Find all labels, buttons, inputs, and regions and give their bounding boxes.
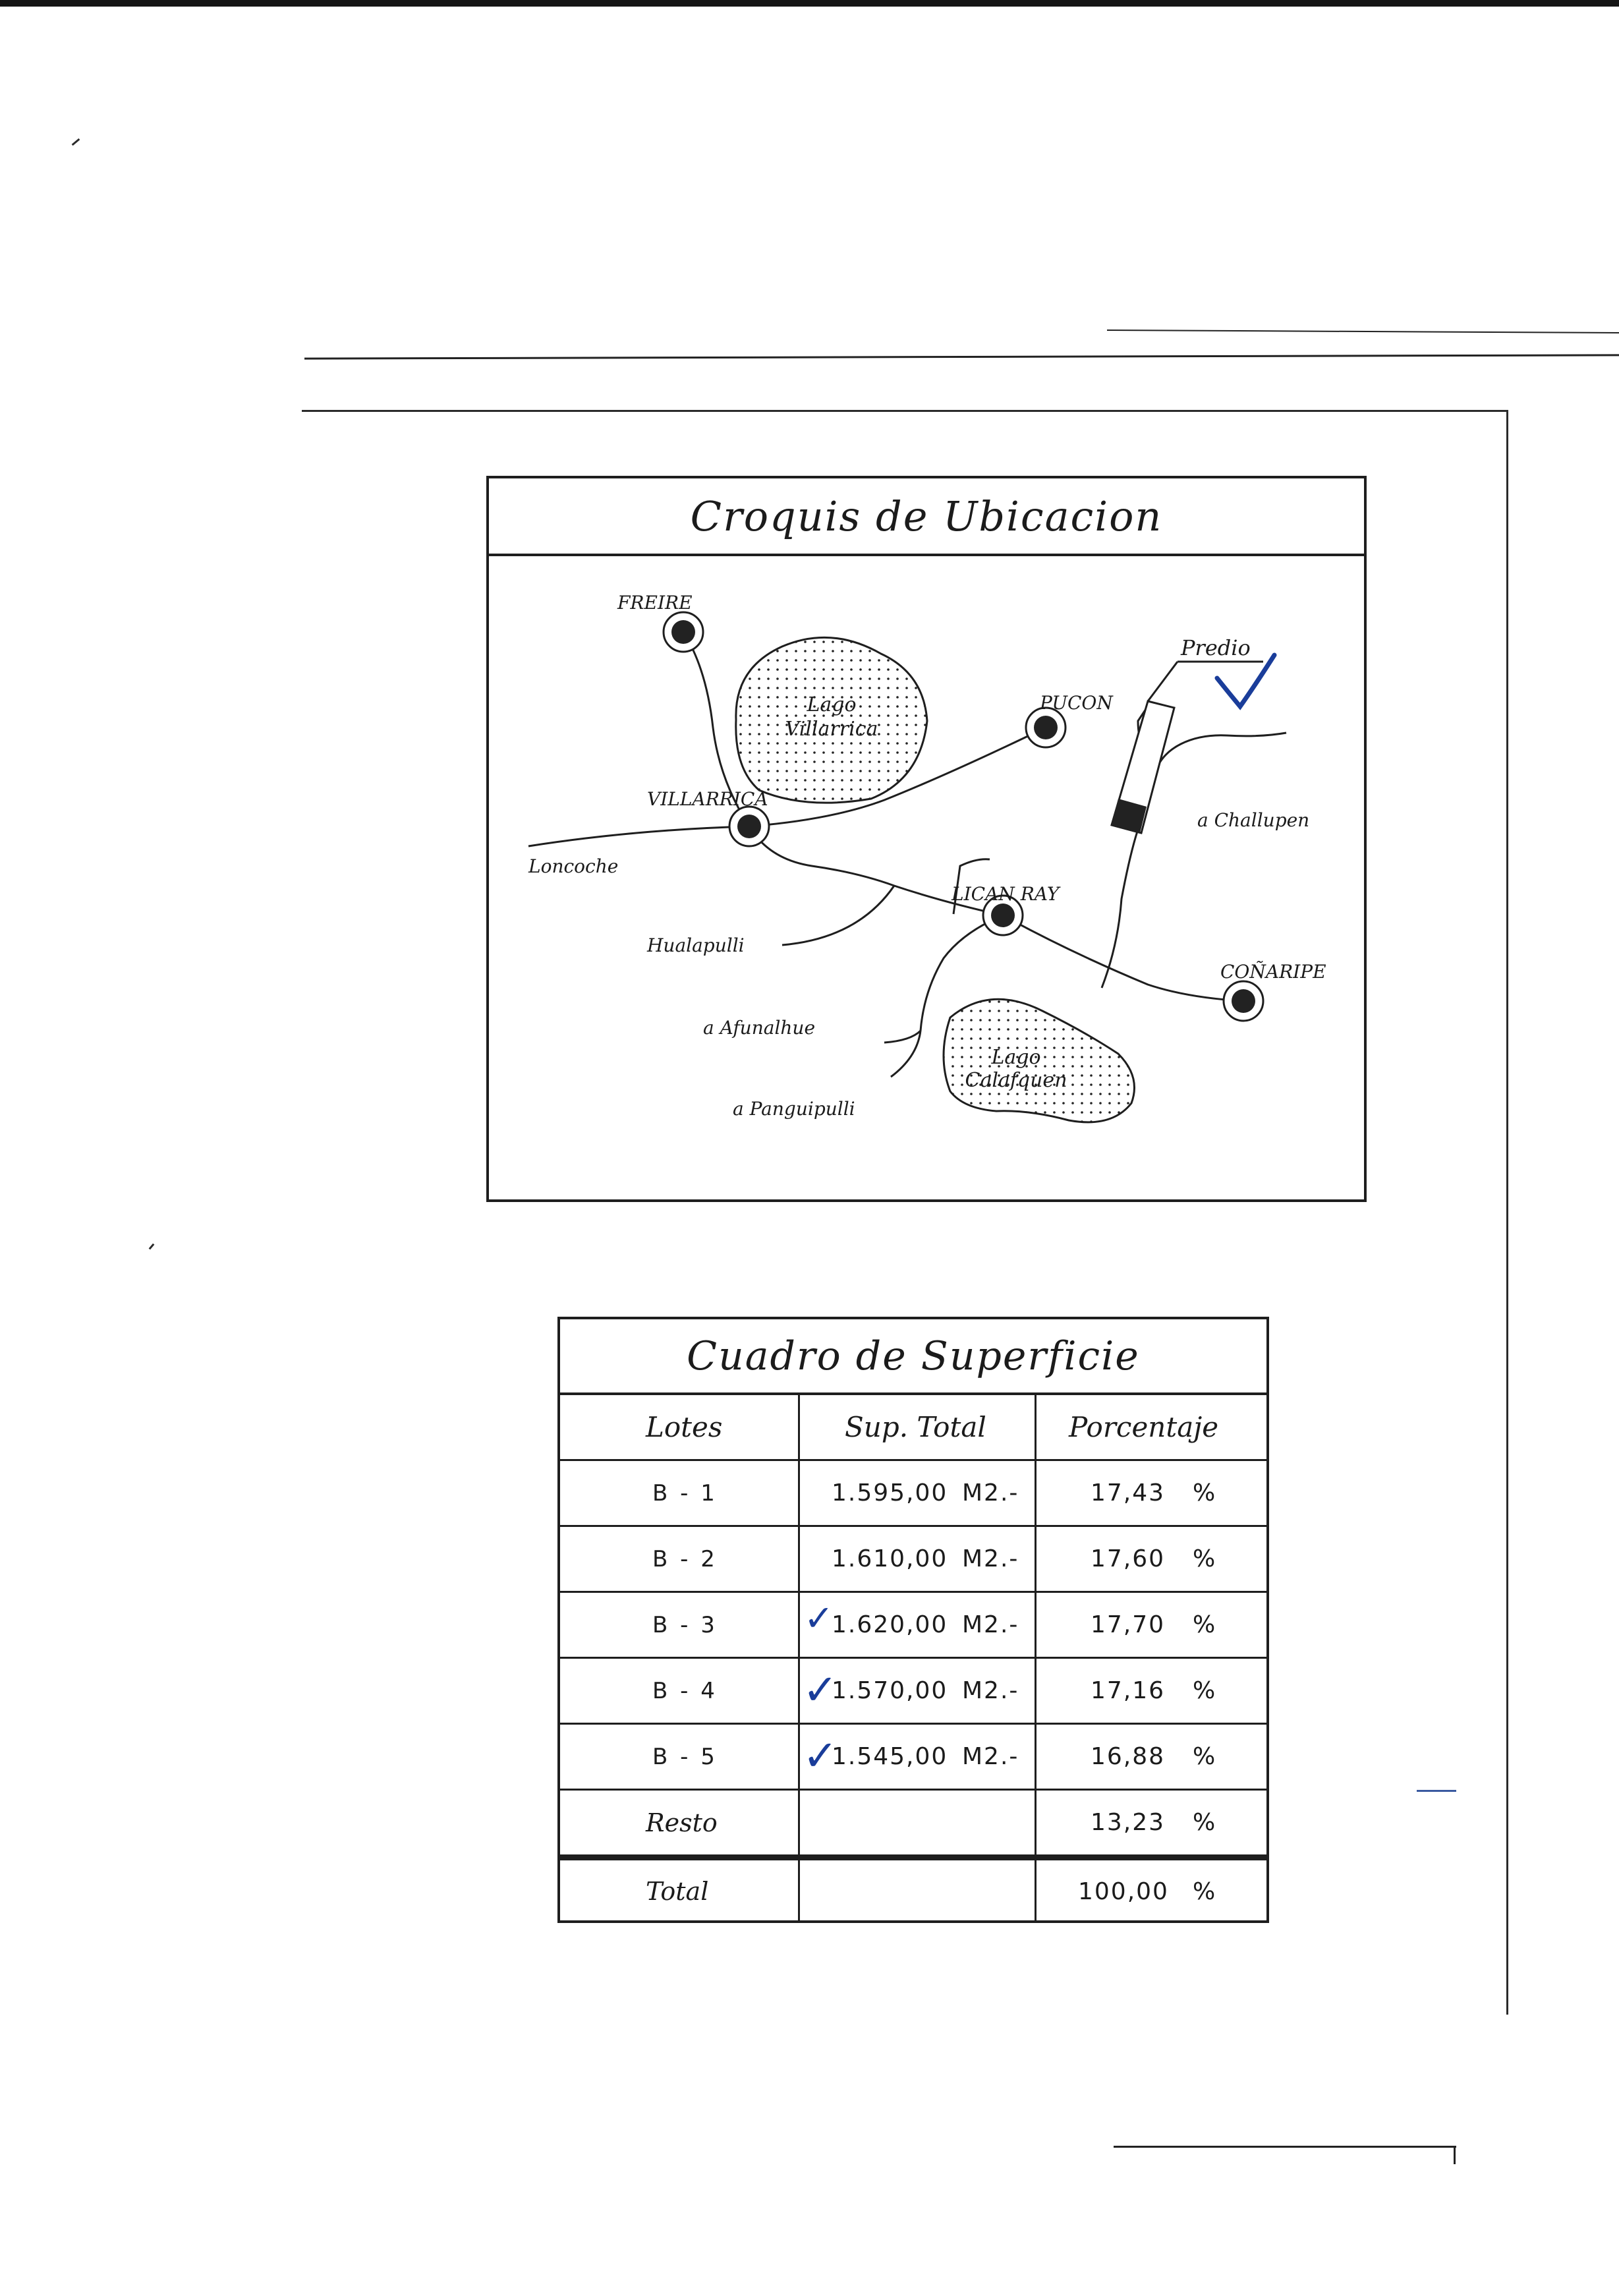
lote-cell: B - 1 xyxy=(652,1479,718,1507)
table-row xyxy=(560,1659,1266,1725)
sup-cell: 1.545,00 xyxy=(832,1743,948,1770)
pct-symbol: % xyxy=(1193,1743,1217,1770)
town-conaripe xyxy=(1224,981,1263,1021)
page-bottom-line xyxy=(1454,2146,1456,2164)
pct-cell: 17,60 xyxy=(1091,1545,1166,1572)
unit-cell: M2.- xyxy=(962,1479,1019,1507)
header-lotes: Lotes xyxy=(646,1411,723,1443)
header-sup-total: Sup. Total xyxy=(845,1411,986,1443)
pct-cell: 17,16 xyxy=(1091,1677,1166,1704)
town-pucon xyxy=(1026,708,1065,747)
page-border xyxy=(1506,410,1508,2015)
sup-cell: 1.570,00 xyxy=(832,1677,948,1704)
label-villarrica: VILLARRICA xyxy=(647,788,768,810)
scan-mark xyxy=(1417,1790,1456,1792)
lote-cell: B - 2 xyxy=(652,1545,718,1572)
table-row xyxy=(560,1527,1266,1593)
predio-leader-line xyxy=(1148,662,1178,701)
label-lake-calafquen-1: Lago xyxy=(991,1046,1041,1069)
road-loncoche xyxy=(528,826,749,846)
sup-cell: 1.610,00 xyxy=(832,1545,948,1572)
label-afunalhue: a Afunalhue xyxy=(703,1017,816,1039)
surface-table xyxy=(557,1317,1269,1923)
page-bottom-line xyxy=(1114,2146,1456,2148)
unit-cell: M2.- xyxy=(962,1677,1019,1704)
table-row xyxy=(560,1725,1266,1791)
town-freire xyxy=(664,612,703,652)
sup-cell: 1.620,00 xyxy=(832,1611,948,1638)
predio-parcel xyxy=(1112,701,1174,833)
lote-cell: Total xyxy=(646,1877,709,1906)
label-panguipulli: a Panguipulli xyxy=(733,1098,855,1120)
page-border xyxy=(302,410,1508,412)
label-conaripe: COÑARIPE xyxy=(1220,961,1326,983)
lote-cell: B - 5 xyxy=(652,1743,718,1770)
pct-symbol: % xyxy=(1193,1611,1217,1638)
map-drawing xyxy=(489,556,1364,1199)
pct-cell: 17,70 xyxy=(1091,1611,1166,1638)
pct-symbol: % xyxy=(1193,1809,1217,1836)
pen-check-mark: ✓ xyxy=(804,1597,834,1639)
unit-cell: M2.- xyxy=(962,1743,1019,1770)
pct-cell: 17,43 xyxy=(1091,1479,1166,1507)
unit-cell: M2.- xyxy=(962,1611,1019,1638)
lote-cell: Resto xyxy=(646,1808,718,1837)
pct-symbol: % xyxy=(1193,1677,1217,1704)
pct-symbol: % xyxy=(1193,1479,1217,1507)
pct-cell: 16,88 xyxy=(1091,1743,1166,1770)
town-villarrica xyxy=(729,807,769,846)
page-fold-line xyxy=(1107,330,1619,333)
label-pucon: PUCON xyxy=(1040,692,1113,714)
scan-top-edge xyxy=(0,0,1619,7)
label-lican-ray: LICAN RAY xyxy=(952,883,1060,905)
table-row xyxy=(560,1593,1266,1659)
label-hualapulli: Hualapulli xyxy=(647,934,745,956)
table-title: Cuadro de Superficie xyxy=(687,1333,1140,1379)
pen-check-mark: ✓ xyxy=(803,1732,838,1781)
lote-cell: B - 4 xyxy=(652,1677,718,1704)
page-fold-line xyxy=(304,354,1619,359)
label-lake-calafquen-2: Calafquen xyxy=(965,1069,1067,1092)
label-freire: FREIRE xyxy=(617,592,693,614)
pct-cell: 100,00 xyxy=(1078,1878,1169,1905)
pct-symbol: % xyxy=(1193,1545,1217,1572)
label-lake-villarrica-2: Villarrica xyxy=(785,718,878,741)
map-title: Croquis de Ubicacion xyxy=(690,492,1163,540)
scan-mark xyxy=(149,1244,155,1250)
table-total-row xyxy=(560,1856,1266,1922)
map-title-band xyxy=(489,478,1364,556)
table-header-row xyxy=(560,1395,1266,1461)
table-row xyxy=(560,1461,1266,1527)
label-predio: Predio xyxy=(1181,635,1251,660)
pct-cell: 13,23 xyxy=(1091,1809,1166,1836)
scan-mark xyxy=(72,138,80,146)
label-loncoche: Loncoche xyxy=(528,855,619,877)
pct-symbol: % xyxy=(1193,1878,1217,1905)
pen-check-mark: ✓ xyxy=(803,1666,838,1715)
label-challupen: a Challupen xyxy=(1197,809,1310,831)
sup-cell: 1.595,00 xyxy=(832,1479,948,1507)
label-lake-villarrica-1: Lago xyxy=(807,693,857,716)
road-licanray-conaripe xyxy=(1003,915,1243,1001)
road-afunalhue xyxy=(884,1031,921,1043)
road-hualapulli xyxy=(782,886,894,945)
table-title-band xyxy=(560,1319,1266,1395)
pen-check-mark xyxy=(1217,655,1274,706)
lote-cell: B - 3 xyxy=(652,1611,718,1638)
location-sketch xyxy=(486,476,1367,1202)
unit-cell: M2.- xyxy=(962,1545,1019,1572)
table-row xyxy=(560,1791,1266,1856)
header-porcentaje: Porcentaje xyxy=(1069,1411,1219,1443)
